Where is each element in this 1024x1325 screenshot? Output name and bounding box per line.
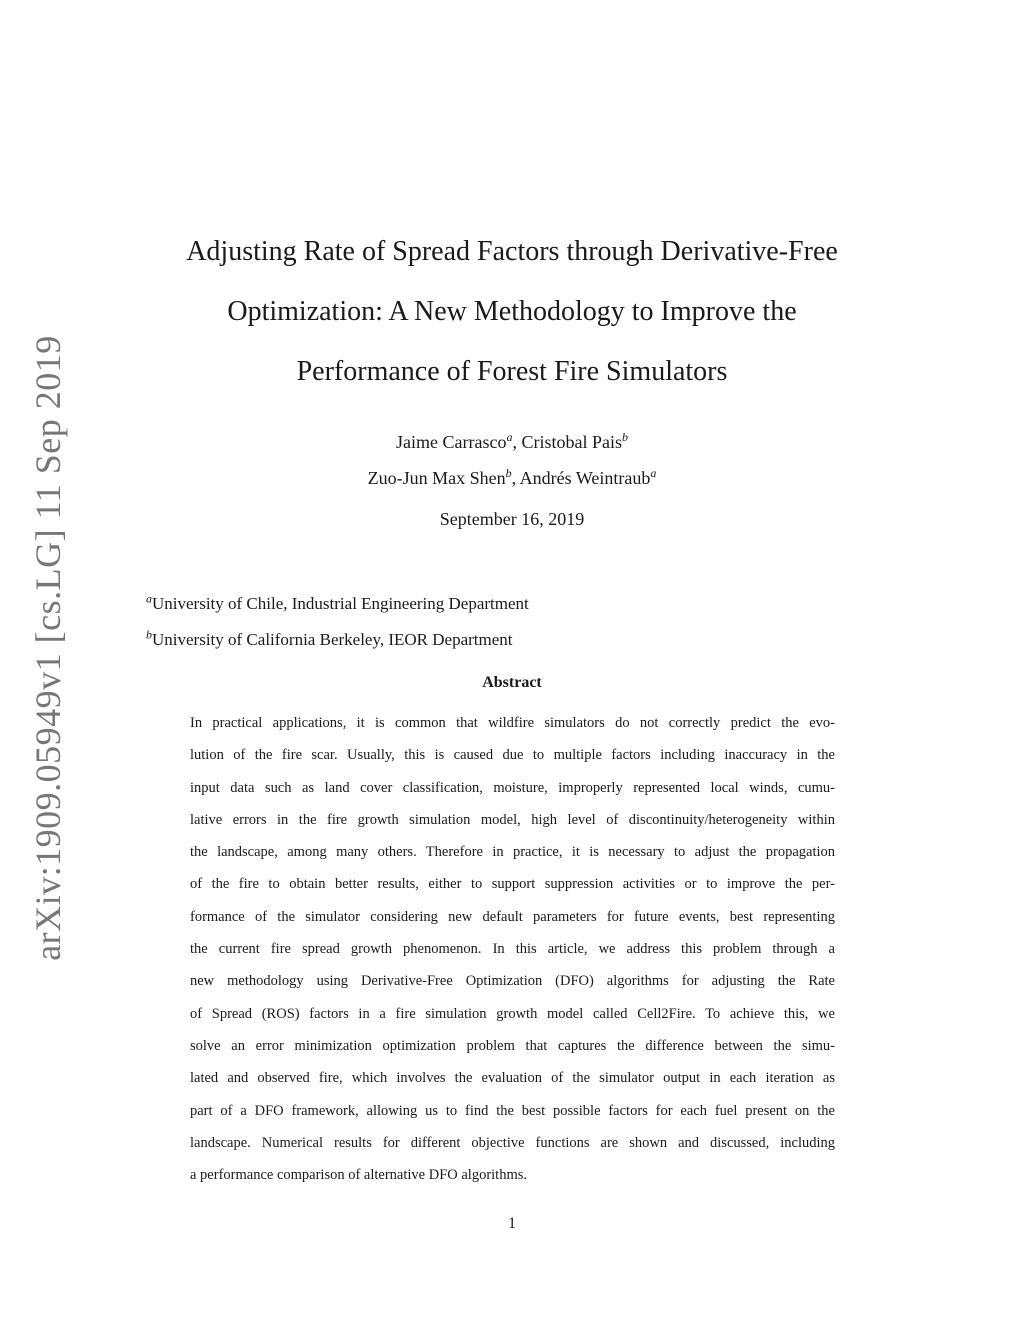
abstract-line: lated and observed fire, which involves the evaluation of the simulator output in each iteration as <box>190 1070 835 1087</box>
author-name: Cristobal Pais <box>521 432 622 452</box>
abstract-line: part of a DFO framework, allowing us to find the best possible factors for each fuel present on the <box>190 1102 835 1119</box>
affiliation-text: University of California Berkeley, IEOR Department <box>152 630 513 649</box>
author-name: Zuo-Jun Max Shen <box>367 468 506 488</box>
affiliation <box>146 586 529 622</box>
affiliation-mark: b <box>146 627 152 642</box>
author-line <box>0 424 1024 460</box>
abstract-body <box>190 707 835 1191</box>
abstract-line: formance of the simulator considering new default parameters for future events, best representing <box>190 908 835 925</box>
abstract-line: the landscape, among many others. Therefore in practice, it is necessary to adjust the propagation <box>190 844 835 861</box>
publication-date: September 16, 2019 <box>439 509 585 529</box>
abstract-heading: Abstract <box>482 674 542 691</box>
abstract-line: landscape. Numerical results for different objective functions are shown and discussed, including <box>190 1134 835 1151</box>
affiliation-mark: a <box>146 591 152 606</box>
page-number: 1 <box>508 1215 516 1232</box>
affiliation <box>146 622 529 658</box>
abstract-line: solve an error minimization optimization problem that captures the difference between the simu- <box>190 1037 835 1054</box>
author-affiliation-mark: a <box>650 466 657 480</box>
abstract-line: a performance comparison of alternative DFO algorithms. <box>190 1167 528 1184</box>
author-affiliation-mark: b <box>621 430 628 444</box>
arxiv-stamp: arXiv:1909.05949v1 [cs.LG] 11 Sep 2019 <box>28 335 68 961</box>
abstract-line: lution of the fire scar. Usually, this is caused due to multiple factors including inaccuracy in the <box>190 747 835 764</box>
author-name: Andrés Weintraub <box>519 468 651 488</box>
abstract-line: In practical applications, it is common that wildfire simulators do not correctly predict the evo- <box>190 715 835 731</box>
author-separator: , <box>512 432 522 452</box>
abstract-line: lative errors in the fire growth simulation model, high level of discontinuity/heterogeneity within <box>190 811 835 828</box>
abstract-line: the current fire spread growth phenomenon. In this article, we address this problem through a <box>190 941 835 958</box>
affiliation-text: University of Chile, Industrial Engineering Department <box>152 594 529 613</box>
abstract-line: of Spread (ROS) factors in a fire simulation growth model called Cell2Fire. To achieve this, we <box>190 1005 835 1022</box>
author-line <box>0 460 1024 496</box>
author-affiliation-mark: a <box>506 430 513 444</box>
abstract-line: of the fire to obtain better results, either to support suppression activities or to improve the per- <box>190 876 835 893</box>
title-line: Adjusting Rate of Spread Factors through Derivative-Free <box>186 236 838 267</box>
abstract-line: input data such as land cover classification, moisture, improperly represented local winds, cumu- <box>190 779 835 796</box>
author-name: Jaime Carrasco <box>396 432 507 452</box>
title-line: Optimization: A New Methodology to Improve the <box>227 296 797 327</box>
paper-title <box>0 222 1024 402</box>
title-line: Performance of Forest Fire Simulators <box>296 356 728 387</box>
affiliation-list <box>146 586 529 658</box>
author-list <box>0 424 1024 496</box>
author-affiliation-mark: b <box>505 466 512 480</box>
abstract-line: new methodology using Derivative-Free Optimization (DFO) algorithms for adjusting the Rate <box>190 973 835 990</box>
author-separator: , <box>511 468 520 488</box>
